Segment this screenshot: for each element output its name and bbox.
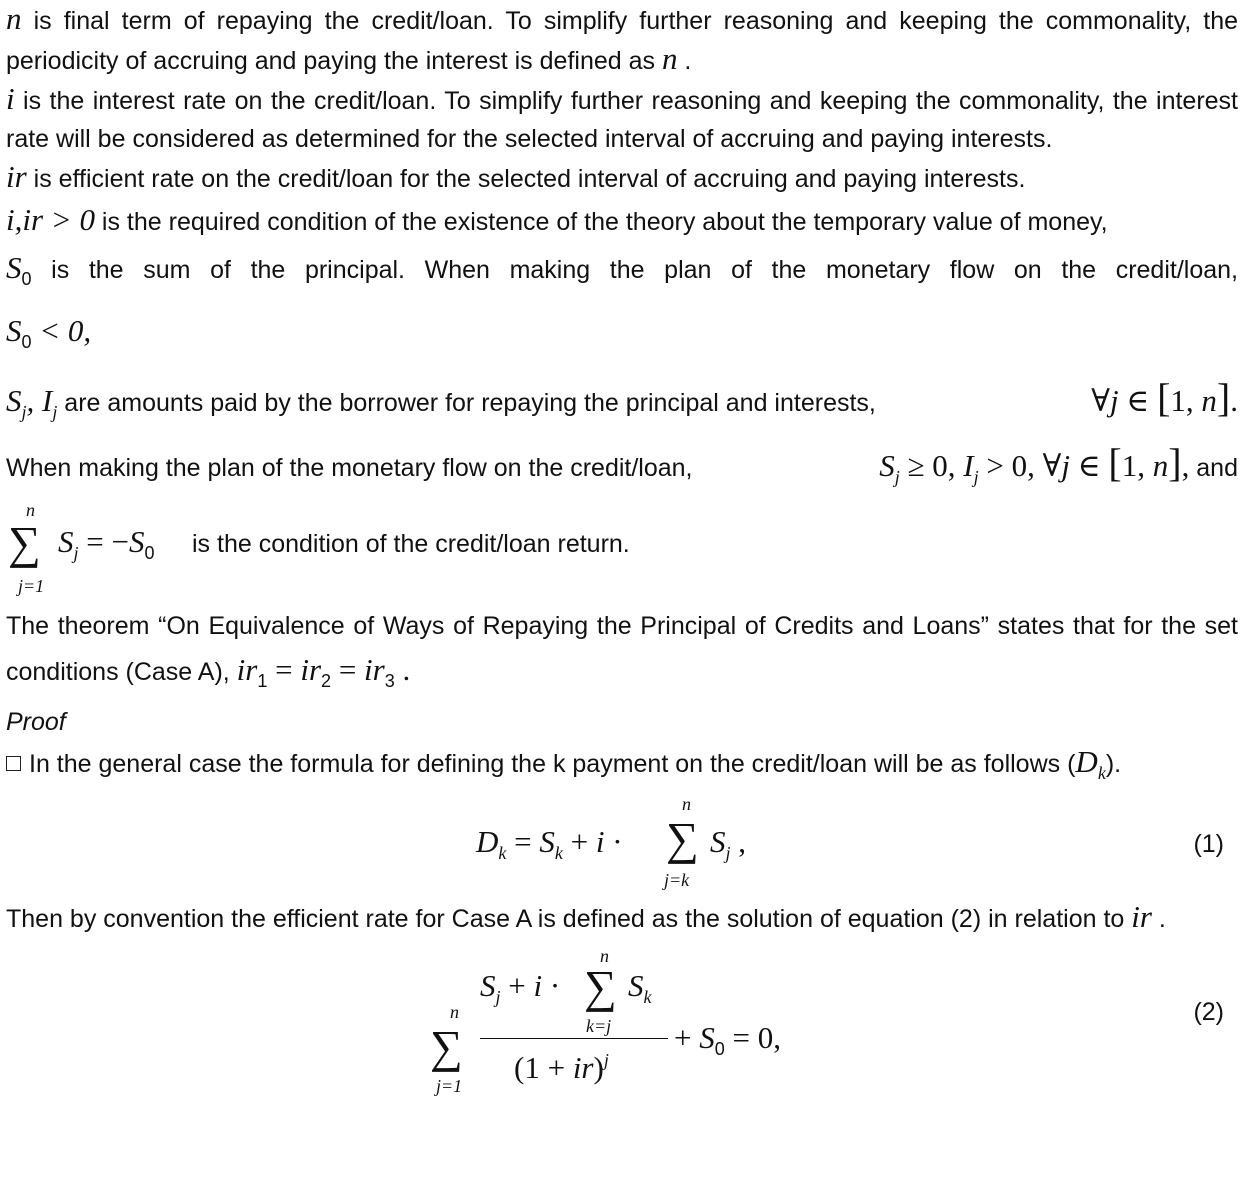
sj-definition-text: are amounts paid by the borrower for repaying the principal and interests, [57, 389, 876, 417]
n-definition-text: is final term of repaying the credit/loan. To simplify further reasoning and keeping the commonality, the periodicity of accruing and paying the interest is defined as [6, 7, 1238, 75]
sum-sj-equals-minus-s0: $S_j = -S_0$ [58, 524, 155, 563]
eq2-numerator-sk: $S_k$ [628, 968, 652, 1007]
sj-definition-left [6, 373, 876, 440]
eq2-inner-sum-symbol: ∑ [584, 961, 617, 1012]
sj-conditions-math: $S_j \ge 0$, $I_j > 0$, ∀j ∈ [1, n], and [879, 440, 1238, 487]
paragraph-sj-definition [6, 370, 1238, 440]
eq2-inner-sum-lower: k=j [586, 1016, 612, 1036]
then-text: Then by convention the efficient rate for Case A is defined as the solution of equation (2) in relation to [6, 905, 1125, 933]
proof-dk: $(D_k)$. [1067, 744, 1122, 783]
eq2-outer-sum-lower: j=1 [436, 1076, 463, 1096]
paragraph-theorem [6, 604, 1238, 703]
eq1-lhs: $D_k = S_k + i$ · [476, 824, 623, 863]
return-condition-text: is the condition of the credit/loan return. [192, 530, 630, 558]
eq2-inner-sum-upper: n [600, 946, 609, 966]
eq1-sum-upper-n: n [682, 794, 691, 814]
symbol-s0-cond-sub: 0 [21, 332, 32, 352]
sj-conditions-text: When making the plan of the monetary flow on the credit/loan, [6, 454, 693, 482]
symbol-i: i [6, 81, 15, 116]
eq2-rhs: + $S_0 = 0$, [674, 1020, 781, 1059]
paragraph-proof [6, 741, 1238, 794]
ir-definition-text: is efficient rate on the credit/loan for the selected interval of accruing and paying interests. [26, 165, 1026, 193]
theorem-equality: $ir_1 = ir_2 = ir_3$ . [236, 652, 411, 691]
symbol-s0-cond [6, 313, 92, 352]
sum-lower-j1: j=1 [18, 576, 45, 596]
equation-1-label: (1) [1193, 830, 1224, 858]
paragraph-n-definition [6, 0, 1238, 80]
paragraph-condition [6, 198, 1238, 244]
condition-text: is the required condition of the existence of the theory about the temporary value of money, [94, 208, 1108, 236]
symbol-condition: i,ir > 0 [6, 202, 95, 237]
eq1-rhs: $S_j$ , [710, 824, 747, 863]
symbol-s0-cond-base: S [6, 313, 22, 348]
sum-symbol: ∑ [8, 517, 41, 568]
equation-1 [6, 794, 1238, 898]
s0-definition-text: is the sum of the principal. When making the plan of the monetary flow on the credit/loan, [31, 256, 1238, 284]
symbol-ir-then: ir [1131, 899, 1152, 934]
eq1-sum-symbol: ∑ [666, 813, 699, 864]
i-definition-text: is the interest rate on the credit/loan. To simplify further reasoning and keeping the commonality, the interest rate will be considered as determined for the selected interval of accruing and paying interests. [6, 87, 1238, 153]
equation-2 [6, 938, 1238, 1098]
symbol-n: n [6, 1, 22, 36]
s0-condition-line [6, 303, 1238, 370]
symbol-dk: $D_k$ [1075, 744, 1106, 783]
symbol-s0-sub: 0 [21, 269, 32, 289]
sum-upper-n: n [26, 500, 35, 520]
paragraph-ir-definition [6, 158, 1238, 198]
paragraph-sj-conditions [6, 440, 1238, 500]
symbol-sj-ij: $S_j$, $I_j$ [6, 383, 58, 422]
s0-less-than-zero: < 0, [31, 313, 92, 348]
paragraph-s0-definition [6, 244, 1238, 303]
eq2-outer-sum-symbol: ∑ [430, 1021, 463, 1072]
paragraph-i-definition [6, 80, 1238, 158]
forall-j-range: ∀j ∈ [1, n]. [1091, 375, 1238, 420]
return-condition-line [6, 500, 1238, 604]
eq2-numerator: $S_j + i$ · [480, 968, 561, 1007]
eq2-outer-sum-upper: n [450, 1002, 459, 1022]
proof-label: Proof [6, 708, 66, 736]
proof-text-end: ). [1105, 750, 1122, 778]
symbol-s0-base: S [6, 250, 22, 285]
symbol-s0 [6, 250, 32, 289]
sj-and: and [1189, 454, 1238, 482]
symbol-ir: ir [6, 159, 27, 194]
eq1-sum-lower: j=k [664, 870, 690, 890]
equation-2-label: (2) [1193, 998, 1224, 1026]
bullet-box-icon [6, 756, 21, 771]
n-definition-end: . [677, 47, 692, 75]
eq2-fraction-bar [480, 1038, 668, 1039]
then-end: . [1151, 905, 1166, 933]
theorem-text: The theorem “On Equivalence of Ways of Repaying the Principal of Credits and Loans” states that for the set conditions (Case A), [6, 612, 1238, 686]
eq2-denominator: (1 + ir)$^j$ [514, 1050, 609, 1085]
paragraph-then [6, 898, 1238, 938]
symbol-n-2: n [661, 41, 678, 76]
document-body [6, 0, 1238, 1098]
proof-text: In the general case the formula for defining the k payment on the credit/loan will be as follows [29, 750, 1061, 778]
